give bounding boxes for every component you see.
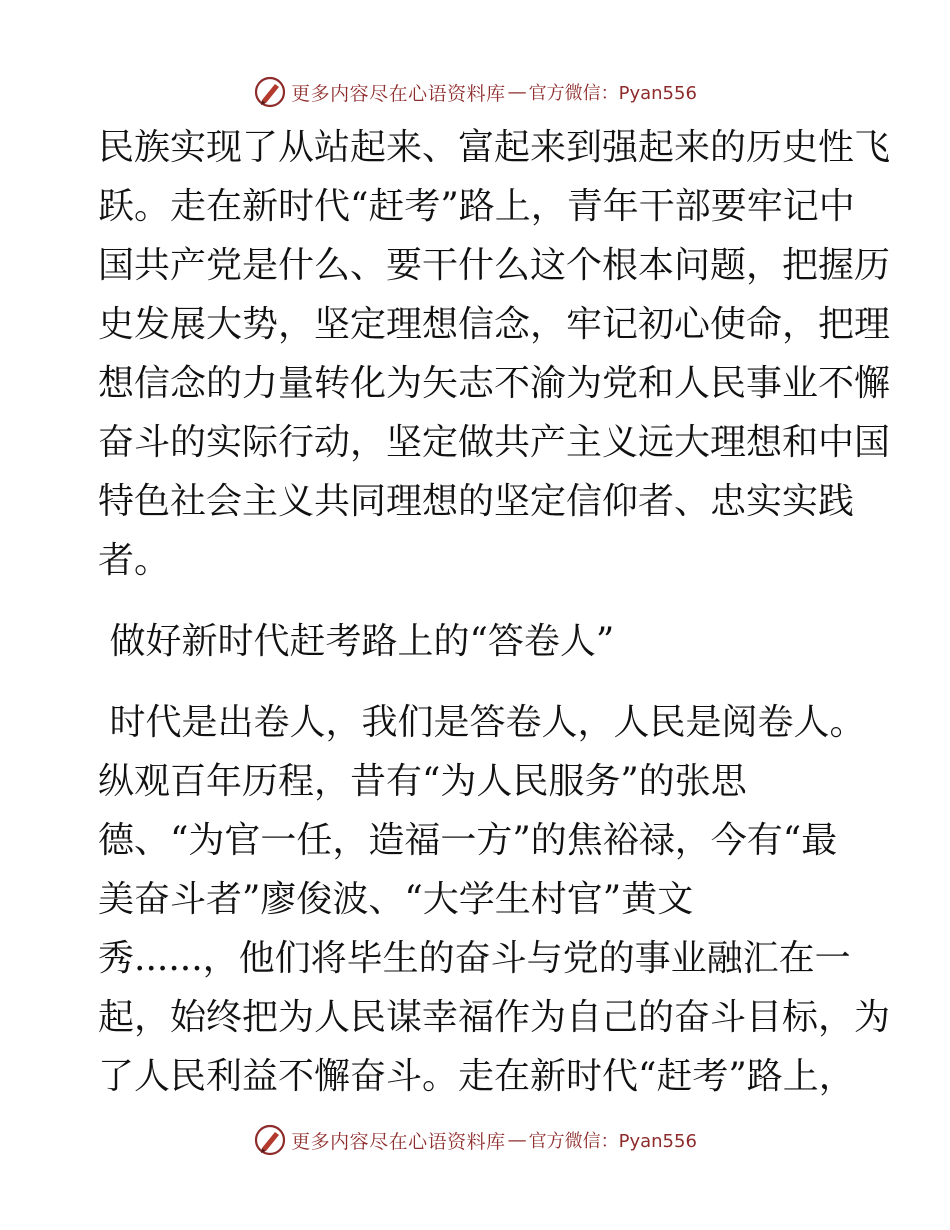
text-line: 者。: [98, 540, 171, 581]
text-line: 史发展大势，坚定理想信念，牢记初心使命，把理: [98, 304, 891, 345]
text-line: 起，始终把为人民谋幸福作为自己的奋斗目标，为: [98, 997, 891, 1038]
text-line: 德、“为官一任，造福一方”的焦裕禄，今有“最: [98, 820, 838, 861]
section-heading: [98, 612, 858, 671]
text-line: 奋斗的实际行动，坚定做共产主义远大理想和中国: [98, 422, 891, 463]
text-line: 特色社会主义共同理想的坚定信仰者、忠实实践: [98, 481, 855, 522]
text-line: 美奋斗者”廖俊波、“大学生村官”黄文: [98, 879, 694, 920]
text-line: 跃。走在新时代“赶考”路上，青年干部要牢记中: [98, 186, 855, 227]
watermark-text: 更多内容尽在心语资料库: [291, 1130, 506, 1153]
footer-watermark: [0, 1120, 950, 1160]
text-line: 纵观百年历程，昔有“为人民服务”的张思: [98, 761, 747, 802]
pen-logo-icon: [253, 1123, 287, 1157]
text-line: 想信念的力量转化为矢志不渝为党和人民事业不懈: [98, 363, 891, 404]
header-watermark: [0, 72, 950, 112]
paragraph: [98, 118, 891, 590]
text-line: 国共产党是什么、要干什么这个根本问题，把握历: [98, 245, 891, 286]
watermark-wechat: 官方微信：Pyan556: [528, 83, 697, 104]
text-line: 民族实现了从站起来、富起来到强起来的历史性飞: [98, 127, 891, 168]
text-line: 了人民利益不懈奋斗。走在新时代“赶考”路上，: [98, 1056, 855, 1097]
watermark-text: 更多内容尽在心语资料库: [291, 82, 506, 105]
heading-line: 做好新时代赶考路上的“答卷人”: [98, 621, 615, 662]
watermark-dash: —: [507, 81, 527, 103]
watermark-wechat: 官方微信：Pyan556: [528, 1131, 697, 1152]
document-body: [98, 118, 891, 1106]
text-line: 时代是出卷人，我们是答卷人，人民是阅卷人。: [98, 702, 866, 743]
paragraph: [98, 693, 891, 1106]
text-line: 秀......，他们将毕生的奋斗与党的事业融汇在一: [98, 938, 851, 979]
pen-logo-icon: [253, 75, 287, 109]
watermark-dash: —: [507, 1129, 527, 1151]
